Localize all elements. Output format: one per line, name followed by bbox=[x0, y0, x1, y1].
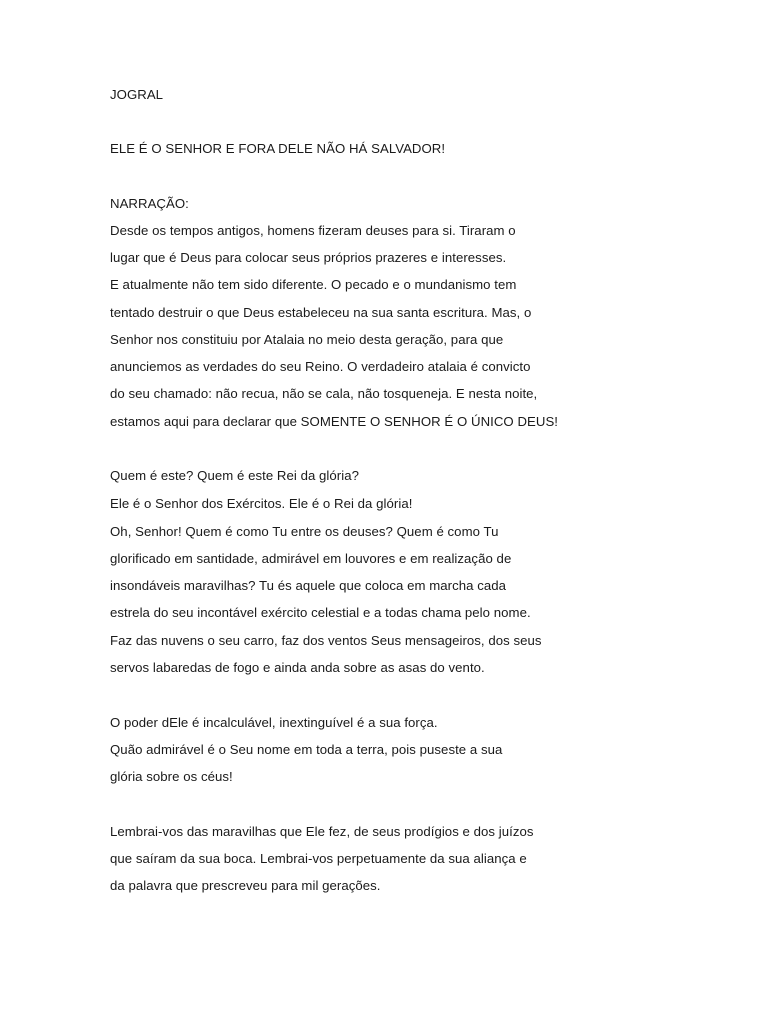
text-line: O poder dEle é incalculável, inextinguível é a sua força. bbox=[110, 715, 438, 730]
text-line: anunciemos as verdades do seu Reino. O verdadeiro atalaia é convicto bbox=[110, 359, 531, 374]
text-line: Lembrai-vos das maravilhas que Ele fez, de seus prodígios e dos juízos bbox=[110, 824, 534, 839]
text-line: Senhor nos constituiu por Atalaia no meio desta geração, para que bbox=[110, 332, 504, 347]
text-line: glorificado em santidade, admirável em louvores e em realização de bbox=[110, 551, 512, 566]
text-line: Oh, Senhor! Quem é como Tu entre os deuses? Quem é como Tu bbox=[110, 524, 499, 539]
text-line: que saíram da sua boca. Lembrai-vos perpetuamente da sua aliança e bbox=[110, 851, 527, 866]
text-line: estamos aqui para declarar que SOMENTE O SENHOR É O ÚNICO DEUS! bbox=[110, 414, 559, 429]
document-title: JOGRAL bbox=[110, 87, 164, 102]
text-line: servos labaredas de fogo e ainda anda sobre as asas do vento. bbox=[110, 660, 485, 675]
text-line: Desde os tempos antigos, homens fizeram deuses para si. Tiraram o bbox=[110, 223, 516, 238]
document-subtitle: ELE É O SENHOR E FORA DELE NÃO HÁ SALVADOR! bbox=[110, 141, 446, 156]
text-line: Ele é o Senhor dos Exércitos. Ele é o Rei da glória! bbox=[110, 496, 413, 511]
text-line: tentado destruir o que Deus estabeleceu na sua santa escritura. Mas, o bbox=[110, 305, 532, 320]
text-line: Faz das nuvens o seu carro, faz dos ventos Seus mensageiros, dos seus bbox=[110, 633, 542, 648]
text-line: glória sobre os céus! bbox=[110, 769, 233, 784]
text-line: lugar que é Deus para colocar seus próprios prazeres e interesses. bbox=[110, 250, 507, 265]
text-line: Quem é este? Quem é este Rei da glória? bbox=[110, 468, 359, 483]
text-line: da palavra que prescreveu para mil gerações. bbox=[110, 878, 381, 893]
narration-label: NARRAÇÃO: bbox=[110, 196, 189, 211]
text-line: insondáveis maravilhas? Tu és aquele que coloca em marcha cada bbox=[110, 578, 507, 593]
text-line: estrela do seu incontável exército celestial e a todas chama pelo nome. bbox=[110, 605, 531, 620]
text-line: Quão admirável é o Seu nome em toda a terra, pois puseste a sua bbox=[110, 742, 503, 757]
text-line: E atualmente não tem sido diferente. O pecado e o mundanismo tem bbox=[110, 277, 517, 292]
text-line: do seu chamado: não recua, não se cala, não tosqueneja. E nesta noite, bbox=[110, 386, 538, 401]
